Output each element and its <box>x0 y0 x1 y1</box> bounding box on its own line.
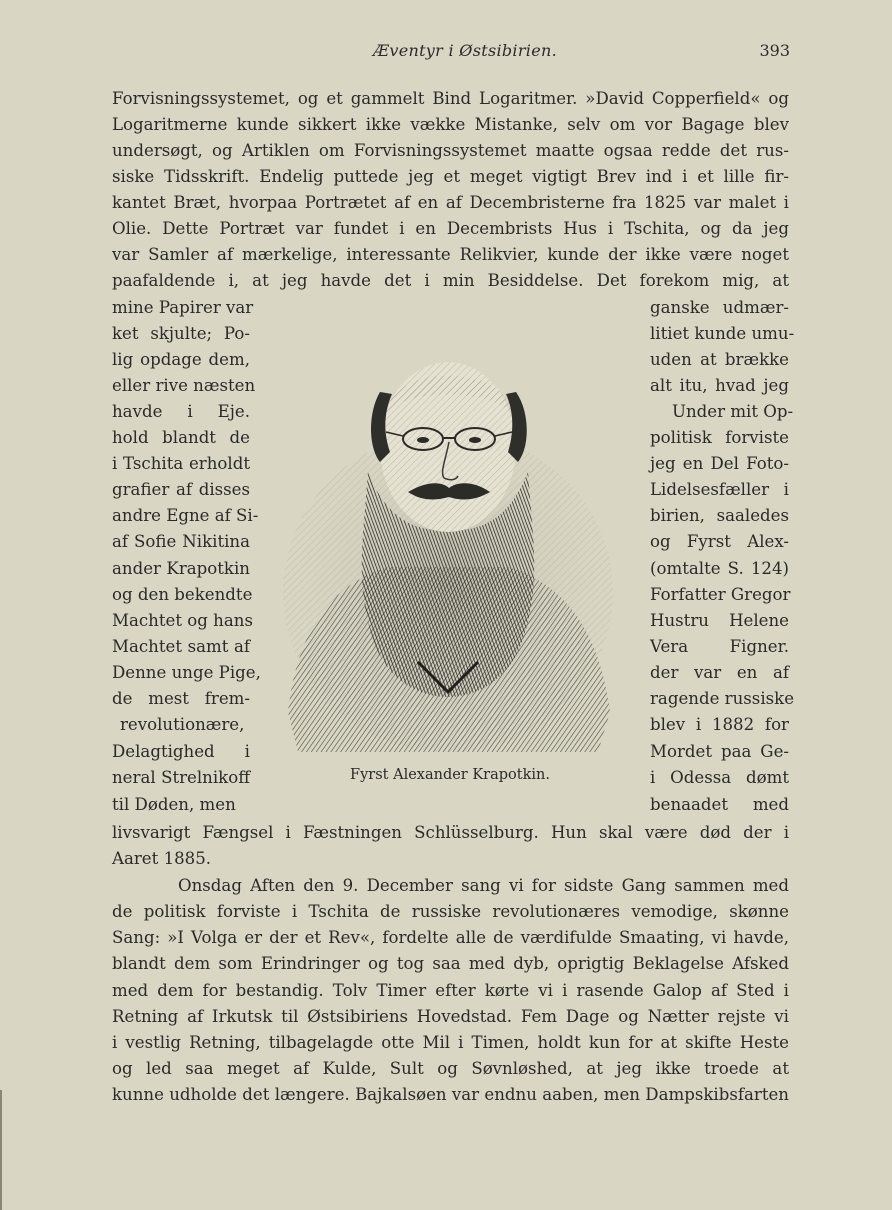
right-column-line: Vera Figner. <box>650 637 789 656</box>
text-line: Retning af Irkutsk til Østsibiriens Hovedstad. Fem Dage og Nætter rejste vi <box>112 1007 789 1026</box>
right-column-line: (omtalte S. 124) <box>650 559 789 578</box>
left-column-line: mine Papirer var <box>112 298 254 317</box>
left-column-line: eller rive næsten <box>112 376 256 395</box>
text-line: kantet Bræt, hvorpaa Portrætet af en af Decembristerne fra 1825 var malet i <box>112 193 789 212</box>
text-line: kunne udholde det længere. Bajkalsøen var endnu aaben, men Dampskibsfarten <box>112 1085 789 1104</box>
right-column-line: i Odessa dømt <box>650 768 789 787</box>
left-column-line: Machtet samt af <box>112 637 250 656</box>
right-column-line: Under mit Op- <box>672 402 794 421</box>
right-column-line: Forfatter Gregor <box>650 585 791 604</box>
text-line: Olie. Dette Portræt var fundet i en Decembrists Hus i Tschita, og da jeg <box>112 219 789 238</box>
text-line: undersøgt, og Artiklen om Forvisningssystemet maatte ogsaa redde det rus- <box>112 141 789 160</box>
text-line: var Samler af mærkelige, interessante Relikvier, kunde der ikke være noget <box>112 245 789 264</box>
right-column-line: alt itu, hvad jeg <box>650 376 789 395</box>
left-column-line: til Døden, men <box>112 795 236 814</box>
right-column-line: jeg en Del Foto- <box>650 454 789 473</box>
right-column-line: og Fyrst Alex- <box>650 532 789 551</box>
right-column-line: ganske udmær- <box>650 298 789 317</box>
left-column-line: Denne unge Pige, <box>112 663 261 682</box>
left-column-line: Delagtighed i <box>112 742 250 761</box>
text-line: i vestlig Retning, tilbagelagde otte Mil i Timen, holdt kun for at skifte Heste <box>112 1033 789 1052</box>
right-column-line: politisk forviste <box>650 428 789 447</box>
text-line: Aaret 1885. <box>112 849 212 868</box>
text-line: og led saa meget af Kulde, Sult og Søvnløshed, at jeg ikke troede at <box>112 1059 789 1078</box>
left-column-line: revolutionære, <box>120 715 245 734</box>
figure-caption: Fyrst Alexander Krapotkin. <box>350 767 550 783</box>
right-column-line: Mordet paa Ge- <box>650 742 789 761</box>
text-line: siske Tidsskrift. Endelig puttede jeg et meget vigtigt Brev ind i et lille fir- <box>112 167 789 186</box>
left-column-line: ander Krapotkin <box>112 559 250 578</box>
left-column-line: hold blandt de <box>112 428 250 447</box>
page-number: 393 <box>759 41 790 60</box>
left-column-line: af Sofie Nikitina <box>112 532 250 551</box>
left-column-line: andre Egne af Si- <box>112 506 259 525</box>
left-column-line: lig opdage dem, <box>112 350 250 369</box>
running-title: Æventyr i Østsibirien. <box>373 41 557 60</box>
text-line: med dem for bestandig. Tolv Timer efter kørte vi i rasende Galop af Sted i <box>112 981 789 1000</box>
text-line: blandt dem som Erindringer og tog saa med dyb, oprigtig Beklagelse Afsked <box>112 954 789 973</box>
right-column-line: benaadet med <box>650 795 789 814</box>
right-column-line: birien, saaledes <box>650 506 789 525</box>
right-column-line: blev i 1882 for <box>650 715 789 734</box>
left-column-line: grafier af disses <box>112 480 250 499</box>
right-column-line: Hustru Helene <box>650 611 789 630</box>
text-line: livsvarigt Fængsel i Fæstningen Schlüsselburg. Hun skal være død der i <box>112 823 789 842</box>
text-line: Onsdag Aften den 9. December sang vi for sidste Gang sammen med <box>178 876 789 895</box>
left-column-line: i Tschita erholdt <box>112 454 250 473</box>
left-column-line: Machtet og hans <box>112 611 253 630</box>
left-column-line: neral Strelnikoff <box>112 768 250 787</box>
left-column-line: havde i Eje. <box>112 402 250 421</box>
page-edge-mark <box>0 1090 14 1210</box>
left-column-line: de mest frem- <box>112 689 250 708</box>
right-column-line: litiet kunde umu- <box>650 324 795 343</box>
right-column-line: uden at brække <box>650 350 789 369</box>
left-column-line: ket skjulte; Po- <box>112 324 250 343</box>
portrait-engraving <box>268 332 628 762</box>
text-line: Logaritmerne kunde sikkert ikke vække Mistanke, selv om vor Bagage blev <box>112 115 789 134</box>
left-column-line: og den bekendte <box>112 585 253 604</box>
right-column-line: der var en af <box>650 663 789 682</box>
right-column-line: Lidelsesfæller i <box>650 480 789 499</box>
text-line: de politisk forviste i Tschita de russiske revolutionæres vemodige, skønne <box>112 902 789 921</box>
text-line: Sang: »I Volga er der et Rev«, fordelte alle de værdifulde Smaating, vi havde, <box>112 928 789 947</box>
text-line: Forvisningssystemet, og et gammelt Bind Logaritmer. »David Copperfield« og <box>112 89 789 108</box>
right-column-line: ragende russiske <box>650 689 795 708</box>
text-line: paafaldende i, at jeg havde det i min Besiddelse. Det forekom mig, at <box>112 271 789 290</box>
